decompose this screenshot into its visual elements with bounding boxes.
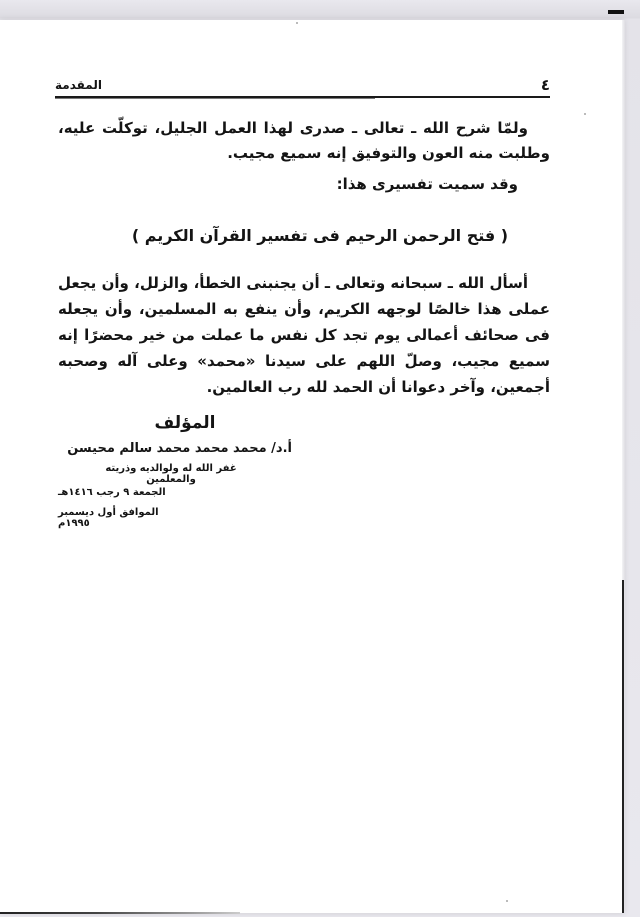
prayer-paragraph: أسأل الله ـ سبحانه وتعالى ـ أن يجنبنى الخطأ، والزلل، وأن يجعل عملى هذا خالصًا لوجهه الكريم، وأن ينفع به المسلمين، وأن يجعله فى صحائف أعمالى يوم تجد كل نفس ما عملت من خير محضرًا إنه سميع مجيب، وصلّ اللهم على سيدنا «محمد» وعلى آله وصحبه أجمعين، وآخر دعوانا أن الحمد لله رب العالمين. [58, 274, 550, 396]
header-rule-underline [55, 98, 375, 99]
date-gregorian: الموافق أول ديسمبر ١٩٩٥م [58, 507, 159, 529]
scan-speck [584, 113, 586, 115]
page-edge-shadow [622, 580, 624, 913]
naming-line: وقد سميت تفسيرى هذا: [336, 175, 518, 193]
author-name: أ.د/ محمد محمد محمد سالم محيسن [67, 441, 292, 456]
scan-speck [296, 22, 298, 24]
page-number: ٤ [540, 76, 550, 94]
section-title: المقدمة [55, 78, 102, 92]
page-bottom-edge [0, 912, 240, 914]
intro-paragraph: ولمّا شرح الله ـ تعالى ـ صدرى لهذا العمل الجليل، توكلّت عليه، وطلبت منه العون والتوفيق إنه سميع مجيب. [58, 119, 550, 162]
date-hijri: الجمعة ٩ رجب ١٤١٦هـ [58, 487, 166, 498]
book-title: ( فتح الرحمن الرحيم فى تفسير القرآن الكريم ) [131, 226, 509, 245]
scanned-page [0, 20, 624, 913]
page-corner-mark [608, 10, 624, 14]
author-prayer: غفر الله له ولوالديه وذريته والمعلمين [105, 463, 237, 485]
author-label: المؤلف [154, 413, 216, 433]
running-header [55, 78, 550, 96]
scan-speck [506, 900, 508, 902]
